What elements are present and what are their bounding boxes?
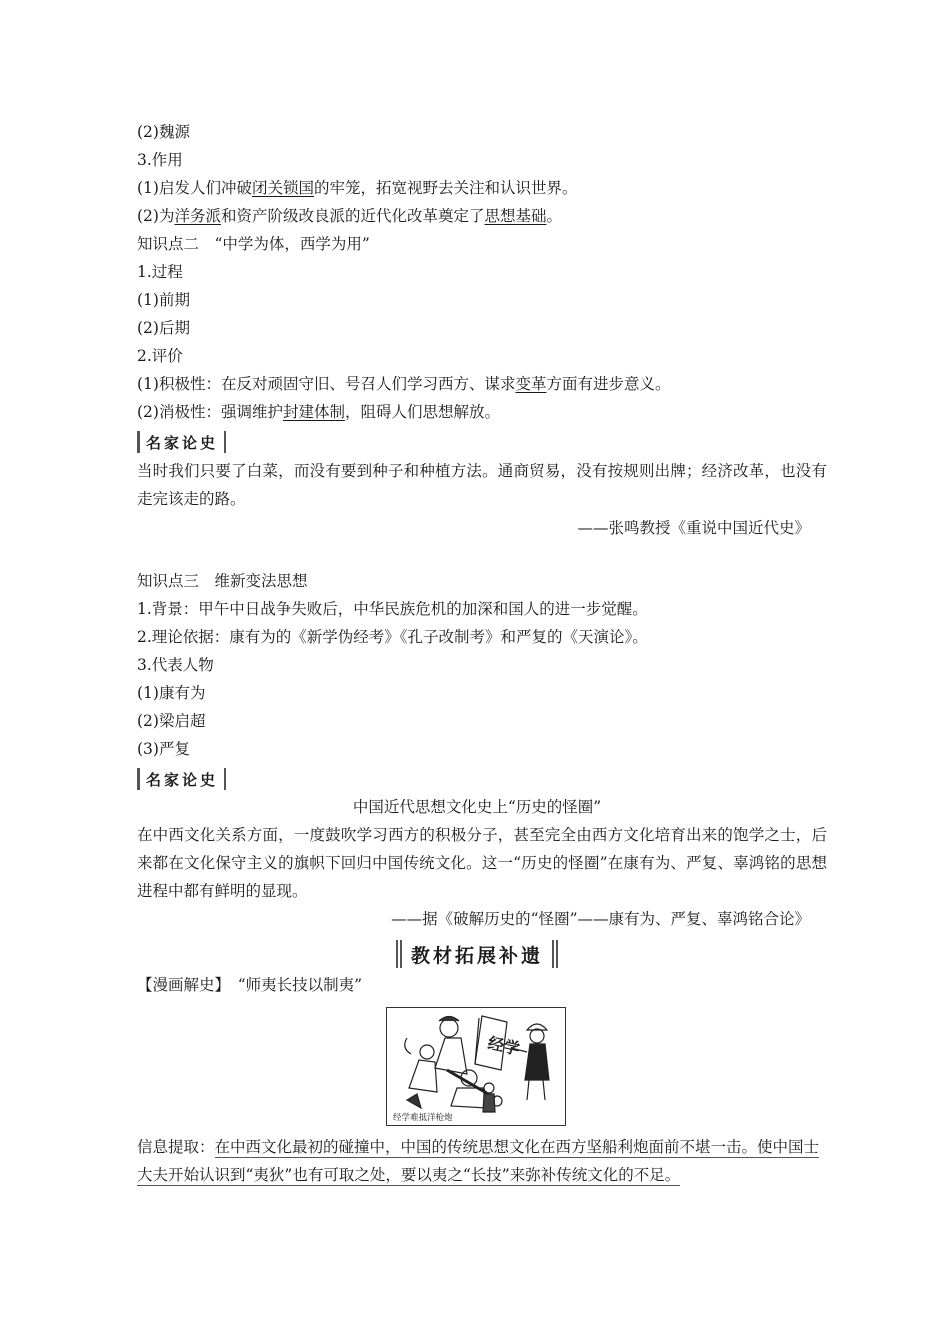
text-line (137, 345, 183, 367)
quote-paragraph: 在中西文化关系方面，一度鼓吹学习西方的积极分子，甚至完全由西方文化培育出来的饱学之士，后来都在文化保守主义的旗帜下回归中国传统文化。这一“历史的怪圈”在康有为、严复、辜鸿铭的思想进程中都有鲜明的显现。 (137, 826, 827, 900)
text: (2)梁启超 (137, 712, 206, 730)
quote-title: 中国近代思想文化史上“历史的怪圈” (352, 798, 602, 816)
text-line (137, 205, 562, 227)
badge-bar (224, 768, 226, 790)
text: 【漫画解史】 “师夷长技以制夷” (137, 976, 363, 994)
text-line (137, 654, 214, 676)
book-label: 经学 (486, 1033, 522, 1059)
text: 3.作用 (137, 151, 183, 169)
text: (3)严复 (137, 740, 190, 758)
banner-bar (400, 940, 402, 968)
text: (1)前期 (137, 291, 190, 309)
badge-label: 名家论史 (146, 433, 219, 452)
text-line (137, 738, 190, 760)
text-line (137, 289, 190, 311)
text-line (137, 261, 183, 283)
text: 1.背景：甲午中日战争失败后，中华民族危机的加深和国人的进一步觉醒。 (137, 600, 648, 618)
text-line (137, 710, 205, 732)
text: (2)魏源 (137, 123, 190, 141)
info-extraction (137, 1133, 827, 1189)
cartoon-drawing (387, 1008, 565, 1125)
underlined-answer: 变革 (515, 375, 547, 393)
underlined-answer: 闭关锁国 (251, 179, 314, 197)
text: 2.理论依据：康有为的《新学伪经考》《孔子改制考》和严复的《天演论》。 (137, 628, 648, 646)
banner-bar (396, 940, 398, 968)
cartoon-image (386, 1007, 566, 1126)
underlined-answer: 洋务派 (174, 207, 221, 225)
text: 1.过程 (137, 263, 183, 281)
quote-source: ——据《破解历史的“怪圈”——康有为、严复、辜鸿铭合论》 (391, 910, 810, 928)
section-heading (137, 570, 308, 592)
text-line (137, 177, 578, 199)
banner-label: 教材拓展补遗 (411, 944, 544, 967)
text: (1)康有为 (137, 684, 206, 702)
text-line (137, 149, 183, 171)
cartoon-caption: 经学难抵洋枪炮 (393, 1113, 453, 1123)
text: 。 (546, 207, 563, 225)
section-heading (137, 233, 370, 255)
text: (2)消极性：强调维护 (137, 403, 283, 421)
text: (2)为 (137, 207, 175, 225)
text: 和资产阶级改良派的近代化改革奠定了 (220, 207, 485, 225)
text: 知识点二 “中学为体，西学为用” (137, 235, 370, 253)
info-text: 在中西文化最初的碰撞中，中国的传统思想文化在西方坚船利炮面前不堪一击。使中国士大夫开始认识到“夷狄”也有可取之处，要以夷之“长技”来弥补传统文化的不足。 (137, 1138, 820, 1184)
famous-views-badge (137, 430, 226, 454)
textbook-extension-banner (395, 940, 559, 968)
badge-label: 名家论史 (146, 770, 219, 789)
info-label: 信息提取： (137, 1138, 215, 1156)
text-line (137, 598, 648, 620)
text: 3.代表人物 (137, 656, 214, 674)
banner-bar (556, 940, 558, 968)
text: 的牢笼，拓宽视野去关注和认识世界。 (313, 179, 578, 197)
text-line (137, 401, 500, 423)
underlined-answer: 思想基础 (484, 207, 547, 225)
text-line (137, 626, 648, 648)
quote-paragraph: 当时我们只要了白菜，而没有要到种子和种植方法。通商贸易，没有按规则出牌；经济改革，也没有走完该走的路。 (137, 462, 827, 508)
famous-views-badge (137, 767, 226, 791)
text-line (137, 121, 190, 143)
text: ，阻碍人们思想解放。 (344, 403, 500, 421)
text: (1)积极性：在反对顽固守旧、号召人们学习西方、谋求 (137, 375, 516, 393)
underlined-answer: 封建体制 (282, 403, 345, 421)
banner-bar (552, 940, 554, 968)
text: 知识点三 维新变法思想 (137, 572, 308, 590)
text-line (137, 373, 671, 395)
text: (1)启发人们冲破 (137, 179, 252, 197)
text: (2)后期 (137, 319, 190, 337)
text: 方面有进步意义。 (546, 375, 671, 393)
text-line (137, 317, 190, 339)
text-line (137, 682, 205, 704)
cartoon-heading (137, 974, 362, 996)
quote-source: ——张鸣教授《重说中国近代史》 (577, 519, 810, 537)
text: 2.评价 (137, 347, 183, 365)
badge-bar (224, 431, 226, 453)
